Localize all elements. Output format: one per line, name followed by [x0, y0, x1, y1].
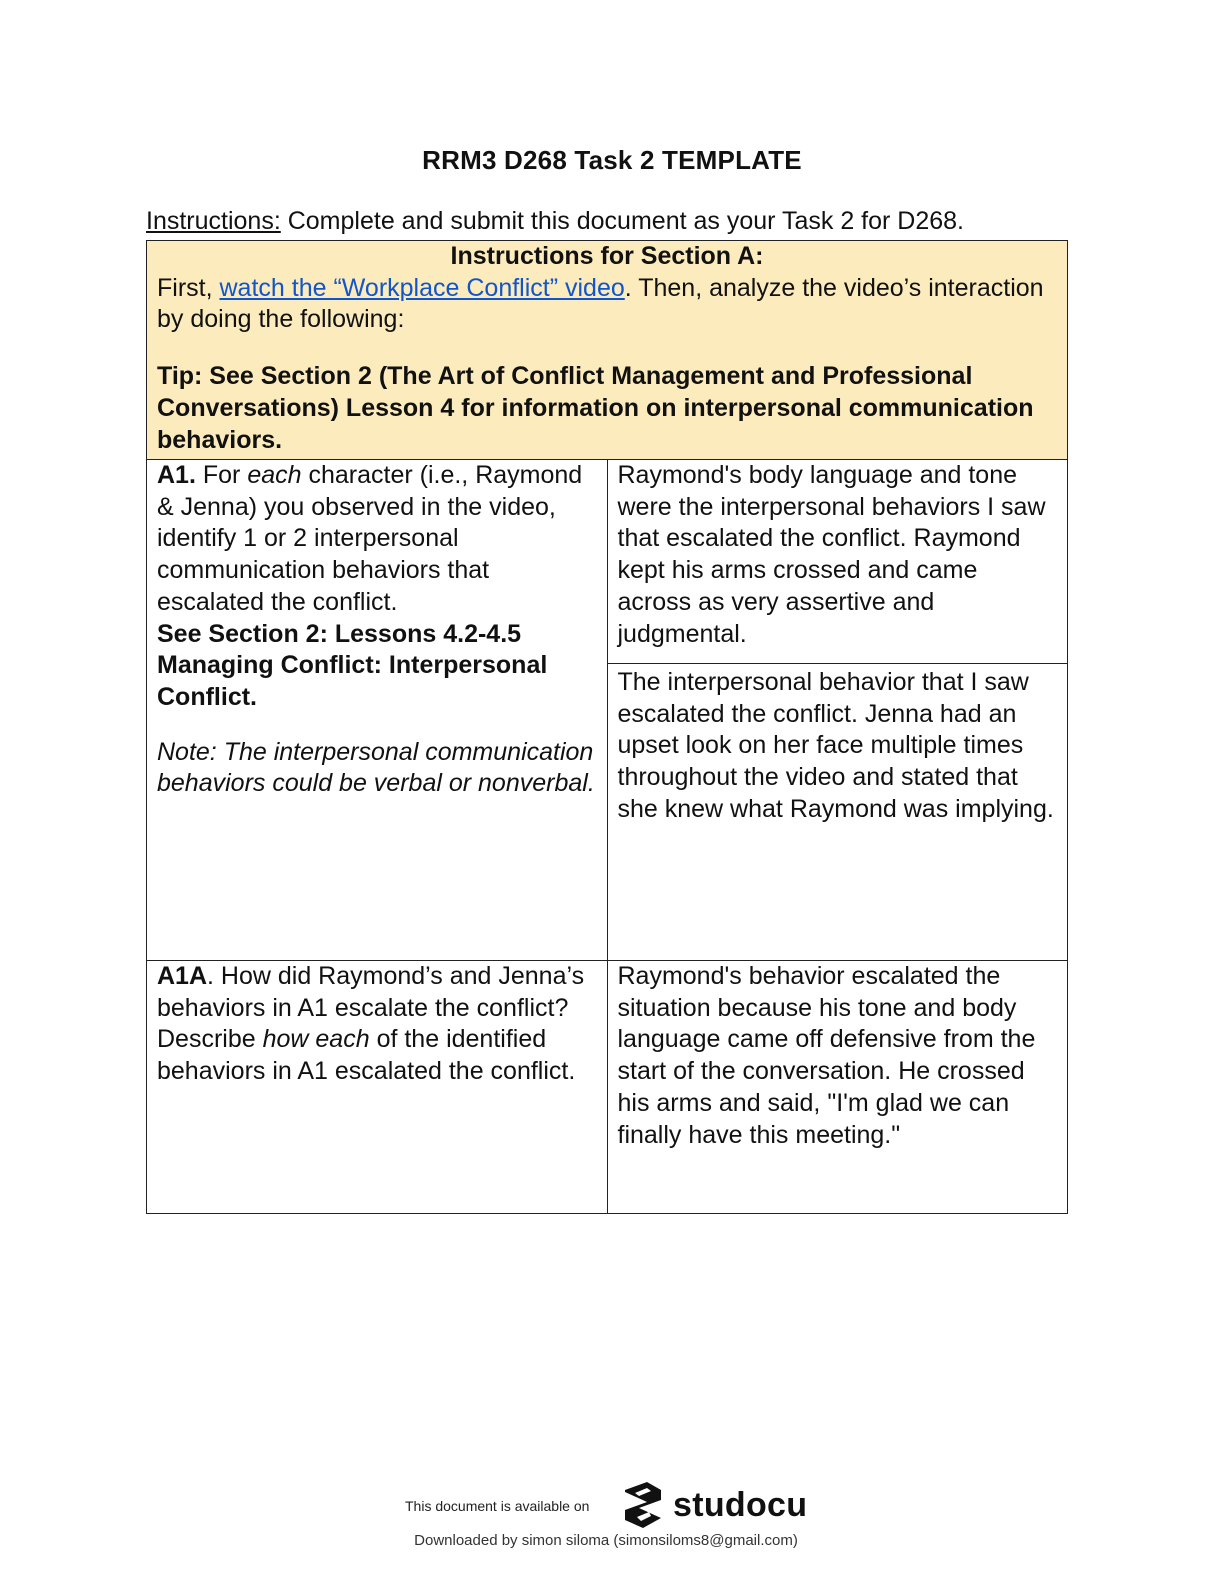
studocu-logo-icon [621, 1480, 667, 1530]
instructions-line [146, 207, 964, 236]
a1-text-1: For [195, 461, 248, 489]
instructions-text: Complete and submit this document as your Task 2 for D268. [280, 207, 964, 235]
a1a-text-2: of the identified behaviors in A1 escalated the conflict. [157, 1025, 576, 1086]
studocu-logo[interactable] [621, 1480, 807, 1530]
section-a-instructions [147, 241, 1068, 460]
a1-section-reference: See Section 2: Lessons 4.2-4.5 Managing Conflict: Interpersonal Conflict. [157, 619, 548, 711]
a1-answer-jenna[interactable]: The interpersonal behavior that I saw escalated the conflict. Jenna had an upset look on her face multiple times throughout the video and stated that she knew what Raymond was implying. [617, 668, 1054, 823]
a1-label: A1. [157, 461, 196, 489]
task-table [146, 240, 1068, 1214]
downloaded-by-text: Downloaded by simon siloma (simonsiloms8@gmail.com) [414, 1532, 798, 1549]
a1-text-2: character (i.e., Raymond & Jenna) you observed in the video, identify 1 or 2 interpersonal communication behaviors that escalated the conflict. [157, 461, 583, 616]
footer-available-text: This document is available on [405, 1498, 590, 1514]
a1a-text-1: . How did Raymond’s and Jenna’s behaviors in A1 escalate the conflict? Describe [157, 962, 585, 1054]
a1a-answer[interactable]: Raymond's behavior escalated the situation because his tone and body language came off defensive from the start of the conversation. He crossed his arms and said, "I'm glad we can finally have this meeting." [617, 962, 1036, 1149]
instructions-label: Instructions: [146, 207, 281, 235]
a1a-label: A1A [157, 962, 208, 990]
a1a-prompt [157, 961, 597, 1088]
a1-prompt-cell [147, 460, 608, 961]
intro-suffix: . Then, analyze the video’s interaction by doing the following: [157, 273, 1044, 334]
intro-prefix: First, [157, 273, 220, 302]
document-title: RRM3 D268 Task 2 TEMPLATE [422, 145, 802, 175]
workplace-conflict-video-link[interactable]: watch the “Workplace Conflict” video [219, 273, 625, 302]
a1-text-each: each [247, 461, 302, 489]
section-a-intro [157, 273, 1057, 336]
studocu-brand: studocu [673, 1485, 808, 1524]
section-a-tip: Tip: See Section 2 (The Art of Conflict Management and Professional Conversations) Lesson 4 for information on interpersonal communication behaviors. [157, 362, 1034, 454]
a1-answer-cell [607, 460, 1068, 961]
a1a-prompt-cell [147, 961, 608, 1214]
section-a-heading: Instructions for Section A: [450, 242, 764, 270]
a1-answer-raymond[interactable]: Raymond's body language and tone were the interpersonal behaviors I saw that escalated the conflict. Raymond kept his arms crossed and came across as very assertive and judgmental. [608, 460, 1068, 664]
a1-note: Note: The interpersonal communication behaviors could be verbal or nonverbal. [157, 737, 595, 798]
a1-prompt [157, 460, 597, 619]
a1a-text-how-each: how each [262, 1025, 370, 1054]
a1a-answer-cell [607, 961, 1068, 1214]
